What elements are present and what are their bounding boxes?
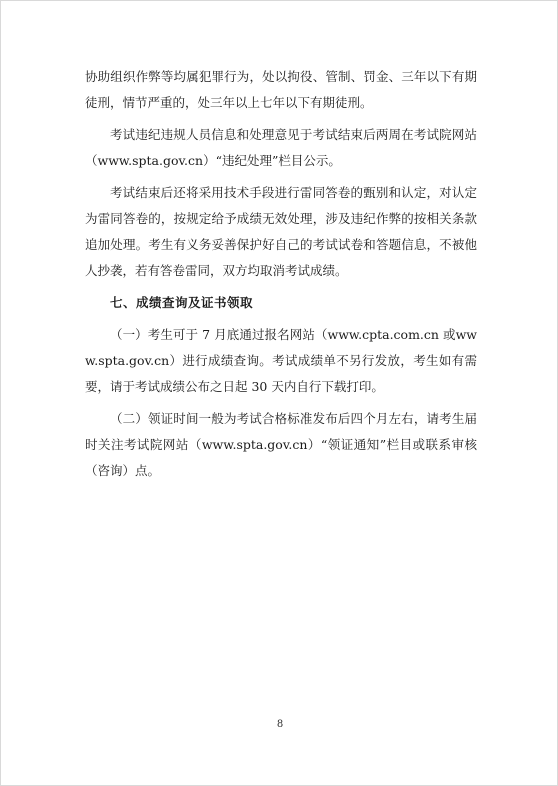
paragraph-score-query: （一）考生可于 7 月底通过报名网站（www.cpta.com.cn 或www.spta.gov.cn）进行成绩查询。考试成绩单不另行发放，考生如有需要，请于考试成绩公布之日起 30 天内自行下载打印。 [85, 327, 477, 394]
paragraph-violation-publicity: 考试违纪违规人员信息和处理意见于考试结束后两周在考试院网站（www.spta.gov.cn）“违纪处理”栏目公示。 [85, 127, 477, 168]
paragraph-certificate-collection: （二）领证时间一般为考试合格标准发布后四个月左右，请考生届时关注考试院网站（www.spta.gov.cn）“领证通知”栏目或联系审核（咨询）点。 [85, 411, 477, 478]
page-number: 8 [276, 719, 284, 730]
paragraph-criminal-penalties: 协助组织作弊等均属犯罪行为，处以拘役、管制、罚金、三年以下有期徒刑，情节严重的，处三年以上七年以下有期徒刑。 [85, 69, 477, 110]
page-body [85, 64, 477, 484]
paragraph-identical-answers: 考试结束后还将采用技术手段进行雷同答卷的甄别和认定，对认定为雷同答卷的，按规定给予成绩无效处理，涉及违纪作弊的按相关条款追加处理。考生有义务妥善保护好自己的考试试卷和答题信息，不被他人抄袭，若有答卷雷同，双方均取消考试成绩。 [85, 185, 477, 278]
section-heading-results-certificates: 七、成绩查询及证书领取 [110, 295, 254, 310]
